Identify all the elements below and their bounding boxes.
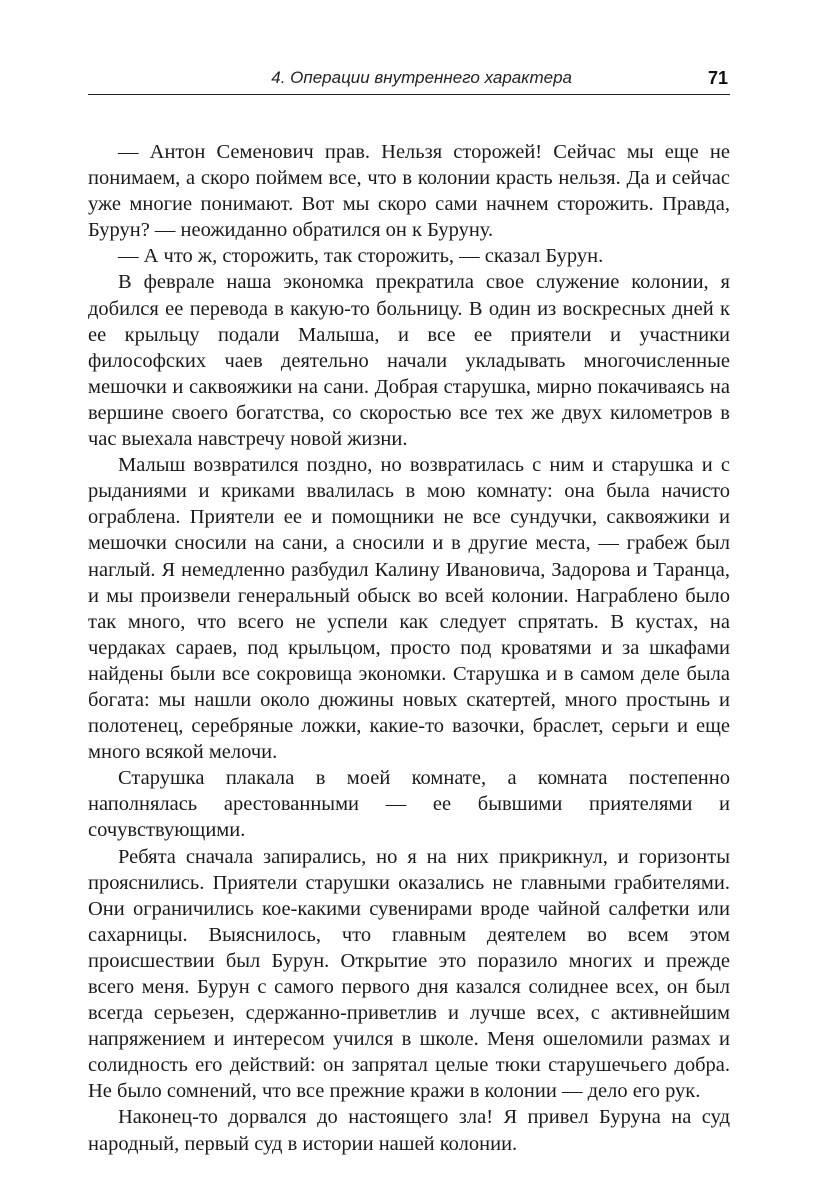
- body-text: [88, 139, 730, 1157]
- paragraph: — А что ж, сторожить, так сторожить, — сказал Бурун.: [118, 245, 604, 268]
- paragraph: В феврале наша экономка прекратила свое служение колонии, я добился ее перевода в какую-то больницу. В один из воскресных дней к ее крыльцу подали Малыша, и все ее приятели и участники философских чаев деятельно начали укладывать многочисленные мешочки и саквояжики на сани. Добрая старушка, мирно покачиваясь на вершине своего богатства, со скоростью все тех же двух километров в час выехала навстречу новой жизни.: [88, 271, 730, 451]
- paragraph: Малыш возвратился поздно, но возвратилась с ним и старушка и с рыданиями и криками ввалилась в мою комнату: она была начисто ограблена. Приятели ее и помощники не все сундучки, саквояжики и мешочки сносили на сани, а сносили и в другие места, — грабеж был наглый. Я немедленно разбудил Калину Ивановича, Задорова и Таранца, и мы произвели генеральный обыск во всей колонии. Награблено было так много, что всего не успели как следует спрятать. В кустах, на чердаках сараев, под крыльцом, просто под кроватями и за шкафами найдены были все сокровища экономки. Старушка и в самом деле была богата: мы нашли около дюжины новых скатертей, много простынь и полотенец, серебряные ложки, какие-то вазочки, браслет, серьги и еще много всякой мелочи.: [88, 454, 730, 764]
- page-number: 71: [707, 68, 728, 88]
- running-title: 4. Операции внутреннего характера: [271, 68, 572, 87]
- paragraph: Ребята сначала запирались, но я на них прикрикнул, и горизонты прояснились. Приятели старушки оказались не главными грабителями. Они ограничились кое-какими сувенирами вроде чайной салфетки или сахарницы. Выяснилось, что главным деятелем во всем этом происшествии был Бурун. Открытие это поразило многих и прежде всего меня. Бурун с самого первого дня казался солиднее всех, он был всегда серьезен, сдержанно-приветлив и лучше всех, с активнейшим напряжением и интересом учился в школе. Меня ошеломили размах и солидность его действий: он запрятал целые тюки старушечьего добра. Не было сомнений, что все прежние кражи в колонии — дело его рук.: [88, 845, 730, 1103]
- paragraph: Старушка плакала в моей комнате, а комната постепенно наполнялась арестованными — ее бывшими приятелями и сочувствующими.: [88, 767, 730, 842]
- paragraph: Наконец-то дорвался до настоящего зла! Я привел Буруна на суд народный, первый суд в истории нашей колонии.: [88, 1106, 730, 1155]
- running-header: [88, 66, 730, 95]
- paragraph: — Антон Семенович прав. Нельзя сторожей! Сейчас мы еще не понимаем, а скоро поймем все, что в колонии красть нельзя. Да и сейчас уже многие понимают. Вот мы скоро сами начнем сторожить. Правда, Бурун? — неожиданно обратился он к Буруну.: [88, 141, 730, 242]
